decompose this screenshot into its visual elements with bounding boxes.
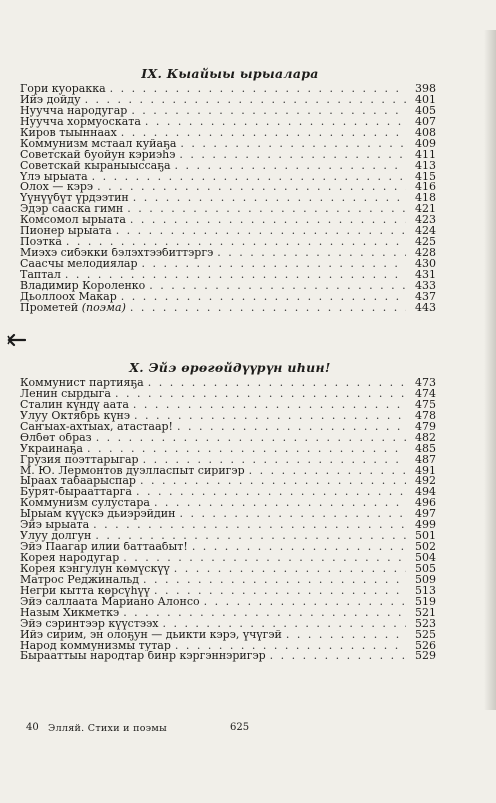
toc-entry — [20, 128, 436, 139]
toc-entry-title — [20, 106, 127, 117]
toc-entry-title — [20, 226, 112, 237]
toc-entry-page: 409 — [415, 138, 436, 150]
toc-entry-title — [20, 248, 213, 259]
toc-leader-dots — [121, 292, 406, 303]
toc-entry-title — [20, 444, 83, 455]
toc-entry-page: 407 — [415, 116, 436, 128]
toc-entry — [20, 139, 436, 150]
toc-entry — [20, 466, 436, 477]
toc-entry — [20, 608, 436, 619]
toc-entry-page: 492 — [415, 476, 436, 488]
toc-entry — [20, 389, 436, 400]
toc-entry-page: 473 — [415, 378, 436, 389]
toc-entry-page: 474 — [415, 388, 436, 400]
toc-entry-title — [20, 433, 92, 444]
toc-leader-dots — [115, 389, 406, 400]
toc-entry — [20, 509, 436, 520]
toc-entry-title — [20, 531, 91, 542]
toc-list-ix — [20, 84, 436, 314]
toc-entry-title — [20, 128, 117, 139]
toc-entry-page: 501 — [415, 531, 436, 543]
toc-leader-dots — [133, 193, 406, 204]
toc-entry-title — [20, 553, 119, 564]
toc-entry-page: 523 — [415, 618, 436, 630]
toc-entry-page: 428 — [415, 248, 436, 259]
toc-entry-title — [20, 139, 176, 150]
toc-leader-dots — [143, 455, 406, 466]
toc-entry-title-text: Эйэ саллаата Мариано Алонсо — [20, 596, 200, 608]
toc-entry-title-text: Ырaах табаарыспар — [20, 476, 136, 488]
toc-leader-dots — [192, 542, 406, 553]
toc-leader-dots — [180, 139, 406, 150]
toc-entry — [20, 520, 436, 531]
toc-entry-title — [20, 172, 88, 183]
toc-entry-page: 491 — [415, 465, 436, 477]
toc-entry-title — [20, 509, 175, 520]
toc-leader-dots — [249, 466, 406, 477]
toc-entry-title-text: Назым Хикметкэ — [20, 607, 120, 619]
toc-leader-dots — [97, 182, 406, 193]
toc-entry-title-text: Ийэ сирим, эн олоҕун — дьикти кэрэ, үчүгэй — [20, 629, 282, 641]
toc-leader-dots — [154, 498, 406, 509]
toc-entry-page: 482 — [415, 432, 436, 444]
toc-entry-page: 504 — [415, 553, 436, 564]
toc-entry-title — [20, 400, 129, 411]
toc-entry-title-text: Прометей — [20, 302, 79, 314]
toc-leader-dots — [85, 95, 406, 106]
toc-entry-page: 494 — [415, 487, 436, 499]
toc-entry — [20, 575, 436, 586]
toc-entry-title — [20, 608, 119, 619]
toc-entry-title — [20, 586, 150, 597]
toc-entry-title — [20, 520, 89, 531]
toc-leader-dots — [134, 411, 406, 422]
toc-leader-dots — [142, 259, 406, 270]
toc-entry — [20, 564, 436, 575]
toc-entry — [20, 400, 436, 411]
toc-entry-page: 479 — [415, 421, 436, 433]
toc-entry-title-text: Грузия поэттарыгар — [20, 454, 139, 466]
toc-entry-title — [20, 303, 126, 314]
toc-entry-title-text: Өлбөт образ — [20, 432, 92, 444]
toc-entry — [20, 270, 436, 281]
toc-entry-page: 401 — [415, 94, 436, 106]
toc-entry-title-text: Киров тыыннаах — [20, 127, 117, 139]
toc-leader-dots — [95, 531, 406, 542]
toc-leader-dots — [179, 150, 406, 161]
toc-entry-title-text: Коммунизм мстаал куйаҕа — [20, 138, 177, 150]
toc-leader-dots — [92, 172, 406, 183]
toc-entry-title-text: Эйэ ырыата — [20, 520, 90, 532]
toc-entry — [20, 161, 436, 172]
toc-entry — [20, 95, 436, 106]
toc-entry — [20, 84, 436, 95]
toc-leader-dots — [148, 378, 406, 389]
toc-entry — [20, 498, 436, 509]
toc-entry-page: 478 — [415, 410, 436, 422]
toc-entry-title — [20, 292, 117, 303]
section-title-x: X. Эйэ өрөгөйдүүрүн иһин! — [129, 360, 331, 375]
toc-entry — [20, 586, 436, 597]
toc-entry-page: 408 — [415, 127, 436, 139]
book-title: Элляй. Стихи и поэмы — [48, 723, 167, 734]
toc-leader-dots — [154, 586, 406, 597]
toc-entry-title-text: Саасчы мелодиялар — [20, 259, 138, 270]
toc-list-x — [20, 378, 436, 662]
toc-entry-page: 416 — [415, 182, 436, 194]
toc-leader-dots — [162, 619, 406, 630]
toc-leader-dots — [143, 575, 406, 586]
toc-entry-title — [20, 161, 171, 172]
toc-entry-title — [20, 466, 245, 477]
toc-entry-page: 509 — [415, 574, 436, 586]
toc-leader-dots — [270, 651, 406, 662]
toc-entry — [20, 117, 436, 128]
toc-entry-page: 525 — [415, 629, 436, 641]
toc-entry — [20, 106, 436, 117]
toc-entry-title-text: Дьоллоох Макар — [20, 291, 117, 303]
toc-entry-title-text: Народ коммунизмы тутар — [20, 640, 171, 652]
toc-entry-title — [20, 597, 200, 608]
toc-leader-dots — [177, 422, 406, 433]
toc-entry — [20, 215, 436, 226]
toc-entry-title — [20, 455, 139, 466]
toc-entry-title-text: Таптал — [20, 269, 61, 281]
toc-leader-dots — [121, 128, 406, 139]
toc-entry-title — [20, 193, 129, 204]
toc-entry-title — [20, 204, 123, 215]
toc-leader-dots — [145, 117, 406, 128]
toc-entry-title — [20, 182, 93, 193]
toc-entry-page: 443 — [415, 302, 436, 314]
toc-entry-title — [20, 259, 138, 270]
toc-entry-page: 485 — [415, 443, 436, 455]
toc-entry-title — [20, 641, 171, 652]
page-number: 625 — [230, 722, 250, 733]
toc-entry-page: 502 — [415, 542, 436, 553]
toc-entry-page: 423 — [415, 215, 436, 227]
toc-leader-dots — [123, 608, 406, 619]
toc-entry — [20, 619, 436, 630]
toc-leader-dots — [96, 433, 406, 444]
toc-entry-title — [20, 215, 126, 226]
toc-entry-title — [20, 630, 282, 641]
toc-entry — [20, 476, 436, 487]
toc-entry — [20, 204, 436, 215]
toc-entry-title-text: Советскай буойун кэриэһэ — [20, 149, 176, 161]
toc-entry-page: 433 — [415, 280, 436, 292]
toc-entry-title-text: Матрос Реджинальд — [20, 574, 140, 586]
toc-entry-title — [20, 651, 266, 662]
toc-entry — [20, 433, 436, 444]
toc-entry-page: 415 — [415, 171, 436, 183]
toc-entry-page: 437 — [415, 291, 436, 303]
toc-leader-dots — [175, 641, 406, 652]
toc-leader-dots — [130, 215, 406, 226]
toc-entry-title-text: М. Ю. Лермонтов дуэлласпыт сиригэр — [20, 465, 245, 477]
toc-leader-dots — [127, 204, 406, 215]
hand-drawn-arrow-icon — [6, 333, 26, 347]
toc-entry-page: 526 — [415, 640, 436, 652]
toc-entry-title-text: Коммунист партияҕа — [20, 378, 144, 389]
toc-entry-title-text: Сталин күндү аата — [20, 399, 129, 411]
toc-entry — [20, 641, 436, 652]
toc-entry — [20, 411, 436, 422]
toc-leader-dots — [175, 161, 406, 172]
toc-entry-page: 418 — [415, 193, 436, 205]
toc-entry — [20, 597, 436, 608]
toc-leader-dots — [110, 84, 406, 95]
toc-entry-title-text: Бурят-бырааттарга — [20, 487, 132, 499]
toc-entry-title — [20, 498, 150, 509]
toc-leader-dots — [133, 400, 406, 411]
toc-entry-page: 430 — [415, 259, 436, 270]
toc-entry — [20, 487, 436, 498]
toc-entry — [20, 172, 436, 183]
toc-entry-page: 505 — [415, 563, 436, 575]
toc-leader-dots — [65, 270, 406, 281]
toc-leader-dots — [174, 564, 406, 575]
toc-entry-title — [20, 378, 144, 389]
toc-entry-page: 405 — [415, 105, 436, 117]
toc-entry-title-text: Миэхэ сибэкки бэлэхтээбиттэргэ — [20, 248, 214, 259]
toc-entry-title-text: Ийэ дойду — [20, 94, 81, 106]
toc-entry — [20, 303, 436, 314]
toc-entry-title-text: Гори куоракка — [20, 84, 106, 95]
toc-leader-dots — [93, 520, 406, 531]
toc-entry-title-text: Корея кэнгулун көмүскүү — [20, 563, 170, 575]
toc-entry-title-text: Негри кытта көрсүһүү — [20, 585, 151, 597]
toc-entry — [20, 292, 436, 303]
toc-entry-title-text: Олох — кэрэ — [20, 182, 94, 194]
toc-entry-page: 424 — [415, 226, 436, 238]
toc-entry-title-text: Коммунизм сулустара — [20, 498, 150, 510]
toc-entry-title-text: Эйэ сэринтээр күүстээх — [20, 618, 159, 630]
toc-entry-page: 487 — [415, 454, 436, 466]
toc-entry-title — [20, 84, 106, 95]
toc-leader-dots — [66, 237, 406, 248]
toc-entry-title-text: Владимир Короленко — [20, 280, 146, 292]
toc-entry-page: 519 — [415, 596, 436, 608]
toc-entry — [20, 182, 436, 193]
toc-entry-title-text: Нуучча хормуоската — [20, 116, 141, 128]
toc-leader-dots — [131, 106, 406, 117]
toc-entry-page: 529 — [415, 651, 436, 663]
toc-entry-title — [20, 281, 145, 292]
toc-entry-title — [20, 389, 111, 400]
toc-entry-title — [20, 476, 136, 487]
toc-entry-title-text: Нуучча народугар — [20, 105, 128, 117]
toc-entry — [20, 553, 436, 564]
toc-entry — [20, 150, 436, 161]
toc-entry — [20, 455, 436, 466]
sheet-number: 40 — [26, 722, 39, 733]
toc-entry-title-text: Үлэ ырыата — [20, 171, 88, 183]
toc-entry-title-text: Эйэ Паагар илии баттаабыт! — [20, 542, 188, 553]
toc-leader-dots — [286, 630, 406, 641]
toc-entry-page: 513 — [415, 585, 436, 597]
toc-entry-title-text: Ленин сырдыга — [20, 388, 111, 400]
toc-entry-title — [20, 270, 61, 281]
toc-entry-title-text: Ырыам күүскэ дьиэрэйдин — [20, 509, 176, 521]
toc-entry-title-text: Улуу Октябрь күнэ — [20, 410, 131, 422]
toc-entry-note: (поэма) — [81, 302, 126, 314]
toc-entry — [20, 281, 436, 292]
toc-entry — [20, 248, 436, 259]
toc-entry-title — [20, 117, 141, 128]
toc-entry-page: 411 — [415, 149, 436, 161]
toc-leader-dots — [204, 597, 406, 608]
toc-entry-page: 497 — [415, 509, 436, 521]
toc-entry-title — [20, 619, 158, 630]
toc-entry-title — [20, 564, 170, 575]
toc-leader-dots — [87, 444, 406, 455]
toc-entry-page: 499 — [415, 520, 436, 532]
toc-entry-title-text: Украинаҕа — [20, 443, 83, 455]
toc-entry — [20, 531, 436, 542]
toc-entry-title — [20, 95, 81, 106]
toc-entry-page: 398 — [415, 84, 436, 95]
toc-leader-dots — [123, 553, 406, 564]
toc-entry-title-text: Поэтка — [20, 237, 62, 249]
toc-entry-page: 413 — [415, 160, 436, 172]
toc-entry-title — [20, 487, 132, 498]
toc-entry-title — [20, 575, 139, 586]
toc-entry — [20, 226, 436, 237]
toc-entry — [20, 542, 436, 553]
toc-entry-page: 431 — [415, 269, 436, 281]
toc-entry-title — [20, 150, 175, 161]
toc-entry-title-text: Комсомол ырыата — [20, 215, 126, 227]
toc-entry-title-text: Советскай кыраныыссаҕа — [20, 160, 171, 172]
toc-entry-title-text: Пионер ырыата — [20, 226, 112, 238]
toc-entry-title — [20, 237, 62, 248]
toc-entry — [20, 378, 436, 389]
toc-entry-page: 521 — [415, 607, 436, 619]
toc-entry-page: 475 — [415, 399, 436, 411]
toc-leader-dots — [179, 509, 406, 520]
toc-entry — [20, 422, 436, 433]
toc-leader-dots — [149, 281, 406, 292]
toc-entry — [20, 193, 436, 204]
toc-leader-dots — [140, 476, 406, 487]
toc-entry-title-text: Улуу долгун — [20, 531, 92, 543]
toc-entry — [20, 237, 436, 248]
toc-entry-title-text: Эдэр сааска гимн — [20, 204, 124, 216]
toc-entry-page: 425 — [415, 237, 436, 249]
toc-entry — [20, 444, 436, 455]
toc-entry-title — [20, 422, 173, 433]
toc-entry — [20, 259, 436, 270]
toc-entry-title-text: Корея народугар — [20, 553, 120, 564]
toc-entry-page: 496 — [415, 498, 436, 510]
toc-leader-dots — [217, 248, 406, 259]
toc-leader-dots — [136, 487, 406, 498]
toc-entry-title-text: Үүнүүбүт үрдээтин — [20, 193, 129, 205]
toc-entry-title — [20, 542, 188, 553]
toc-entry-title — [20, 411, 130, 422]
toc-entry — [20, 651, 436, 662]
toc-leader-dots — [116, 226, 406, 237]
toc-leader-dots — [130, 303, 406, 314]
toc-entry-title-text: Бырааттыы народтар бинр кэргэннэригэр — [20, 651, 266, 663]
page-binding-shadow — [484, 30, 496, 710]
section-title-ix: IX. Кыайыы ырыалара — [141, 66, 319, 81]
toc-entry-title-text: Саҥыах-ахтыах, атастаар! — [20, 421, 173, 433]
toc-entry — [20, 630, 436, 641]
toc-entry-page: 421 — [415, 204, 436, 216]
